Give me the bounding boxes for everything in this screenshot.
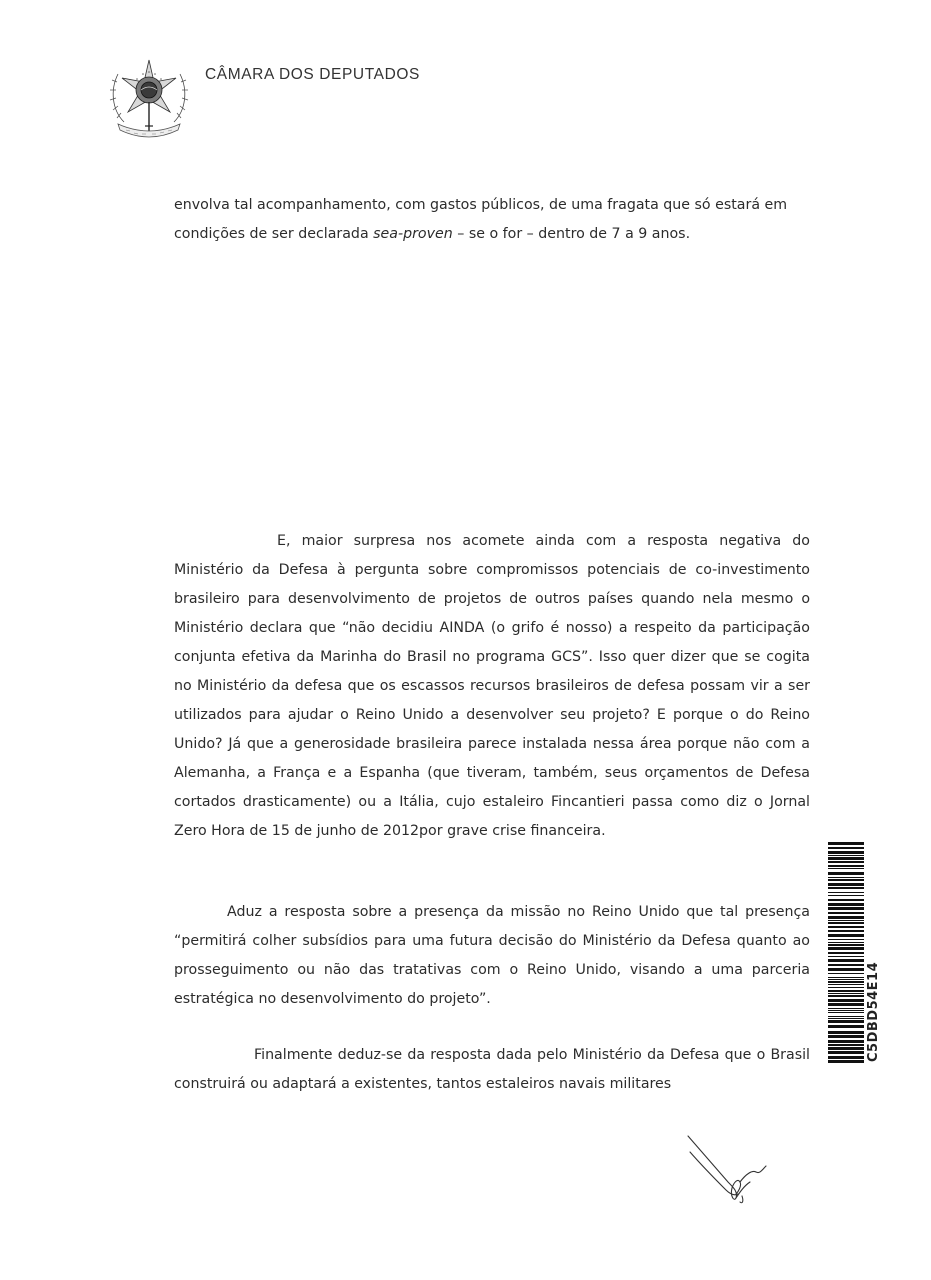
barcode-bar — [828, 899, 864, 901]
barcode-code: C5DBD54E14 — [866, 961, 881, 1062]
barcode-bar — [828, 968, 864, 971]
barcode-bar — [828, 1025, 864, 1028]
barcode-bar — [828, 979, 864, 980]
barcode-bar — [828, 1051, 864, 1054]
barcode-bar — [828, 920, 864, 921]
barcode-bar — [828, 857, 864, 860]
barcode-bar — [828, 865, 864, 867]
paragraph-1-text-b: – se o for – dentro de 7 a 9 anos. — [452, 226, 691, 242]
barcode-bar — [828, 1031, 864, 1034]
barcode-bar — [828, 926, 864, 928]
barcode-bar — [828, 1035, 864, 1038]
barcode-bar — [828, 879, 864, 881]
barcode-bar — [828, 942, 864, 943]
barcode-bar — [828, 1003, 864, 1006]
barcode-bar — [828, 1016, 864, 1017]
barcode-bar — [828, 877, 864, 878]
barcode-bar — [828, 851, 864, 854]
barcode-bar — [828, 847, 864, 849]
barcode-bar — [828, 892, 864, 893]
barcode-bar — [828, 842, 864, 845]
paragraph-4: Finalmente deduz-se da resposta dada pelo Ministério da Defesa que o Brasil construirá ou adaptará a existentes, tantos estaleiros navais militares — [174, 1047, 810, 1092]
paragraph-1-italic-term: sea-proven — [373, 226, 453, 242]
barcode-bar — [828, 1012, 864, 1013]
barcode-bar — [828, 990, 864, 992]
barcode-bar — [828, 1020, 864, 1023]
barcode-bar — [828, 964, 864, 966]
barcode-bar — [828, 1060, 864, 1063]
paragraph-2: E, maior surpresa nos acomete ainda com a resposta negativa do Ministério da Defesa à pergunta sobre compromissos potenciais de co-investimento brasileiro para desenvolvimento de projetos de outros países quando nela mesmo o Ministério declara que “não decidiu AINDA (o grifo é nosso) a respeito da participação conjunta efetiva da Marinha do Brasil no programa GCS”. Isso quer dizer que se cogita no Ministério da defesa que os escassos recursos brasileiros de defesa possam vir a ser utilizados para ajudar o Reino Unido a desenvolver seu projeto? E porque o do Reino Unido? Já que a generosidade brasileira parece instalada nessa área porque não com a Alemanha, a França e a Espanha (que tiveram, também, seus orçamentos de Defesa cortados drasticamente) ou a Itália, cujo estaleiro Fincantieri passa como diz o Jornal Zero Hora de 15 de junho de 2012por grave crise financeira. — [174, 533, 810, 839]
barcode-bar — [828, 1018, 864, 1019]
barcode-bar — [828, 987, 864, 988]
barcode-bar — [828, 868, 864, 869]
barcode-bar — [828, 887, 864, 889]
barcode-bar — [828, 895, 864, 896]
barcode-bar — [828, 912, 864, 914]
barcode-bar — [828, 956, 864, 957]
barcode-bar — [828, 903, 864, 906]
paragraph-3: Aduz a resposta sobre a presença da missão no Reino Unido que tal presença “permitirá colher subsídios para uma futura decisão do Ministério da Defesa quanto ao prosseguimento ou não das tratativas com o Reino Unido, visando a uma parceria estratégica no desenvolvimento do projeto”. — [174, 904, 810, 1007]
barcode-bar — [828, 930, 864, 932]
barcode-bar — [828, 1047, 864, 1050]
barcode-bar — [828, 981, 864, 983]
barcode-bar — [828, 1040, 864, 1043]
barcode-bar — [828, 995, 864, 997]
barcode-bar — [828, 907, 864, 910]
barcode-bar — [828, 1044, 864, 1046]
barcode-bar — [828, 947, 864, 950]
barcode-bar — [828, 922, 864, 924]
barcode-bar — [828, 883, 864, 886]
barcode-icon — [828, 842, 864, 1064]
barcode-bar — [828, 916, 864, 919]
barcode-bar — [828, 1008, 864, 1009]
barcode-bar — [828, 861, 864, 863]
institution-name: CÂMARA DOS DEPUTADOS — [205, 66, 420, 83]
barcode-bar — [828, 952, 864, 954]
barcode-bar — [828, 977, 864, 978]
barcode-bar — [828, 959, 864, 962]
barcode-bar — [828, 999, 864, 1002]
coat-of-arms-seal-icon — [108, 52, 190, 144]
barcode-bar — [828, 1056, 864, 1059]
handwritten-signature-icon — [680, 1130, 780, 1210]
paragraph-continuation — [174, 191, 810, 249]
barcode-bar — [828, 872, 864, 875]
barcode-bar — [828, 1010, 864, 1011]
barcode-bar — [828, 934, 864, 937]
barcode-bar — [828, 855, 864, 856]
barcode-bar — [828, 984, 864, 985]
barcode-bar — [828, 939, 864, 940]
barcode-bar — [828, 993, 864, 994]
barcode-bar — [828, 973, 864, 974]
paragraph-1-text-a: envolva tal acompanhamento, com gastos públicos, de uma fragata que só estará em condições de ser declarada — [174, 197, 788, 242]
barcode-bar — [828, 944, 864, 946]
